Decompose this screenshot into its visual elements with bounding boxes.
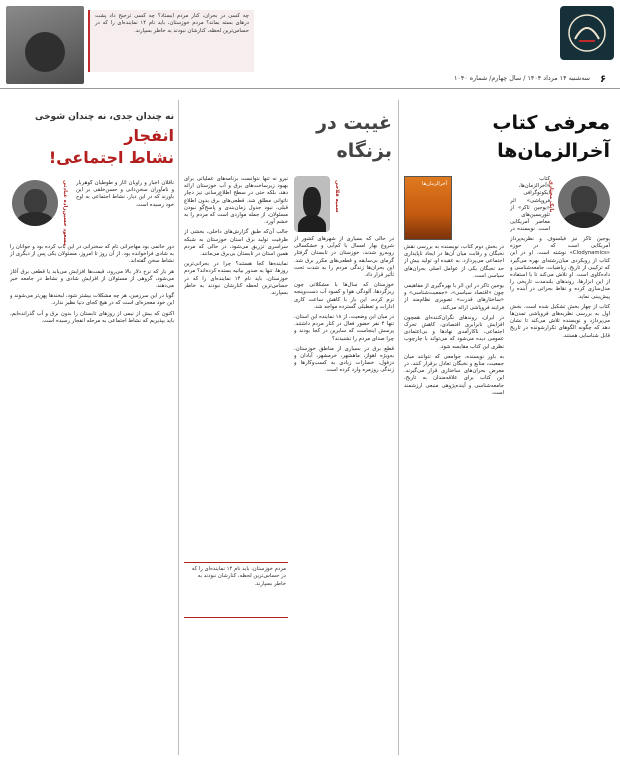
- article2-paragraph: قطع برق در بسیاری از مناطق خوزستان، به‌ویژه اهواز، ماهشهر، خرمشهر، آبادان و دزفول، خسارات زیادی به کسب‌وکارها و زندگی روزمره وارد کرده است.: [294, 345, 394, 374]
- issue-line: سه‌شنبه ۱۴ مرداد ۱۴۰۴ / سال چهارم/ شماره ۱۰۴۰: [453, 74, 590, 82]
- article3-author-label: مسعود حسین‌زاده عبادتی: [62, 180, 68, 247]
- article1-author-label: بابک مختاری: [548, 180, 554, 213]
- article2-pull-quote: مردم خوزستان، باید نام ۱۴ نماینده‌ای را که در حساس‌ترین لحظه، کنارشان نبودند به خاطر بسپارند.: [184, 562, 288, 618]
- column-divider: [178, 100, 179, 755]
- article1-paragraph: کتاب از چهار بخش تشکیل شده است. بخش اول به بررسی نظریه‌های فروپاشی تمدن‌ها می‌پردازد و نویسنده تلاش می‌کند تا نشان دهد که چگونه الگوهای تکرارشونده در تاریخ قابل شناسایی هستند.: [510, 303, 610, 339]
- article1-paragraph: به باور نویسنده، جوامعی که نتوانند میان جمعیت، منابع و نخبگان تعادل برقرار کنند، در معرض بحران‌های ساختاری قرار می‌گیرند. این کتاب برای علاقه‌مندان به تاریخ، جامعه‌شناسی و آینده‌پژوهی منبعی ارزشمند است.: [404, 353, 504, 396]
- article1-paragraph: کتاب «آخرالزمان‌ها، ایکونوگرافی فروپاشی» اثر «یوجین ثاکر» از تئوریسین‌های معاصر آمریکایی است. نویسنده در: [510, 176, 550, 232]
- article3-kicker: نه چندان جدی، نه چندان شوخی: [34, 112, 174, 122]
- article2-author-label: سمیه فلاحی: [334, 180, 340, 213]
- article2-column1: [294, 236, 394, 754]
- article3-paragraph: اکنون که بیش از نیمی از روزهای تابستان را بدون برق و آب گذرانده‌ایم، باید بپذیریم که نشاط اجتماعی به مرحله انفجار رسیده است.: [10, 310, 174, 324]
- article2-title-line1: غیبت در: [316, 112, 392, 134]
- article2-paragraph: در میان این وضعیت، از ۱۸ نماینده این استان، تنها ۴ نفر حضور فعال در کنار مردم داشتند. پرسش اینجاست که سایرین در کجا بودند و چرا صدای مردم را نشنیدند؟: [294, 314, 394, 342]
- book-cover-image: [404, 176, 452, 240]
- header-rule: [0, 88, 620, 89]
- article2-paragraph: نماینده‌ها کجا هستند؟ چرا در بحرانی‌ترین روزها، تنها به صدور بیانیه بسنده کرده‌اند؟ مردم خوزستان، باید نام ۱۴ نماینده‌ای را که در حساس‌ترین لحظه کنارشان نبودند به خاطر بسپارند.: [184, 261, 288, 297]
- article2-author-photo: [294, 176, 330, 232]
- article3-paragraph: گویا در این سرزمین، هر چه مشکلات بیشتر شود، لبخندها پهن‌تر می‌شوند و این خود معجزه‌ای است که در هیچ کجای دنیا نظیر ندارد.: [10, 293, 174, 307]
- logo-emblem-icon: [565, 11, 609, 55]
- quote-photo: [6, 6, 84, 84]
- article1-column2: [404, 244, 504, 754]
- masthead: [0, 0, 620, 94]
- column-divider: [398, 100, 399, 755]
- article1-column1: [510, 236, 610, 754]
- article2-paragraph: نیرو نه تنها نتوانست برنامه‌های عملیاتی برای بهبود زیرساخت‌های برق و آب خوزستان ارائه دهد، بلکه حتی در سطح اطلاع‌رسانی نیز دچار ناتوانی مطلق شد. قطعی‌های برق بدون اطلاع قبلی، نبود جدول زمان‌بندی و پاسخ‌گو نبودن مسئولان، از جمله مواردی است که مردم را به خشم آورد.: [184, 176, 288, 226]
- article1-paragraph: در ایران، روندهای نگران‌کننده‌ای همچون افزایش نابرابری اقتصادی، کاهش تحرک اجتماعی، ناکارآمدی نهادها و بی‌اعتمادی عمومی دیده می‌شود که می‌تواند با چارچوب نظری این کتاب مقایسه شود.: [404, 314, 504, 350]
- article1-paragraph: در بخش دوم کتاب، نویسنده به بررسی نقش نخبگان و رقابت میان آن‌ها در ایجاد ناپایداری اجتماعی می‌پردازد. به عقیده او، تولید بیش از حد نخبگان یکی از عوامل اصلی بحران‌های سیاسی است.: [404, 244, 504, 279]
- article2-paragraph: خوزستان که سال‌ها با مشکلاتی چون ریزگردها، آلودگی هوا و کمبود آب دست‌وپنجه نرم کرده، این بار با کاهش ساعت کاری ادارات و تعطیلی گسترده مواجه شد.: [294, 282, 394, 310]
- article3-paragraph: هر بار که نرخ دلار بالا می‌رود، قیمت‌ها افزایش می‌یابد یا قطعی برق آغاز می‌شود، گروهی از مسئولان از افزایش شادی و نشاط در جامعه خبر می‌دهند.: [10, 268, 174, 290]
- article3-title-line1: انفجار: [124, 126, 174, 145]
- article2-column2: [184, 176, 288, 556]
- article3-column1: [10, 244, 174, 754]
- article2-paragraph: در حالی که بسیاری از شهرهای کشور از شروع بهار امسال با کم‌آبی و خشکسالی روبه‌رو شدند، خوزستان در تابستان گرفتار گرمای بی‌سابقه و قطعی‌های مکرر برق شد. این بحران‌ها زندگی مردم را به شدت تحت تأثیر قرار داد.: [294, 236, 394, 279]
- highlight-quote: چه کسی در بحران، کنار مردم ایستاد؟ چه کسی ترجیح داد پشت درهای بسته بماند؟ مردم خوزستان، باید نام ۱۴ نماینده‌ای را که در حساس‌ترین لحظه، کنارشان نبودند به خاطر بسپارند.: [88, 10, 254, 72]
- book-cover-title: آخرالزمان‌ها: [422, 181, 447, 187]
- article3-title-line2: نشاط اجتماعی!: [48, 148, 174, 167]
- article2-title-line2: بزنگاه: [336, 140, 392, 162]
- article1-paragraph: یوجین تاکر در این اثر با بهره‌گیری از مفاهیمی چون «اقتصاد سیاسی»، «جمعیت‌شناسی» و «ساختارهای قدرت» تصویری نظام‌مند از فرایند فروپاشی ارائه می‌کند.: [404, 283, 504, 311]
- newspaper-logo: [560, 6, 614, 60]
- article1-title-line2: آخرالزمان‌ها: [497, 140, 610, 162]
- article2-paragraph: جالب آن‌که طبق گزارش‌های داخلی، بخشی از ظرفیت تولید برق استان خوزستان به شبکه سراسری تزریق می‌شود، در حالی که مردم همین استان در تابستان بی‌برق می‌مانند.: [184, 229, 288, 258]
- page-number: ۶: [600, 74, 607, 85]
- article1-column1-top: [510, 176, 550, 232]
- article3-author-photo: [12, 180, 58, 226]
- article1-title-line1: معرفی کتاب: [492, 112, 610, 134]
- article1-paragraph: یوجین تاکر نیز فیلسوف و نظریه‌پرداز آمریکایی است که در حوزه «Clodynamics» نوشته است. او در این کتاب از رویکردی میان‌رشته‌ای بهره می‌گیرد که ترکیبی از تاریخ، ریاضیات، جامعه‌شناسی و داده‌کاوی است. او تلاش می‌کند تا با استفاده از این ابزارها، روندهای بلندمدت تاریخی را مدل‌سازی کرده و نقاط بحرانی در آینده را پیش‌بینی نماید.: [510, 236, 610, 300]
- article3-paragraph: ناقلان اخبار و راویان آثار و طوطیان گوهربار و نامآوران سخن‌دانی و حسن‌خلقی بر این باورند که در این دیار، نشاط اجتماعی به اوج خود رسیده است.: [76, 180, 174, 208]
- article3-intro: [76, 180, 174, 240]
- article3-paragraph: دور خاتمی بود مهاجرانی نام که سخنرانی در این باب کرده بود و جوانان را به شادی فراخوانده بود. از آن روز تا امروز، مسئولان یکی پس از دیگری از نشاط سخن گفته‌اند.: [10, 244, 174, 265]
- article1-author-photo: [558, 176, 610, 228]
